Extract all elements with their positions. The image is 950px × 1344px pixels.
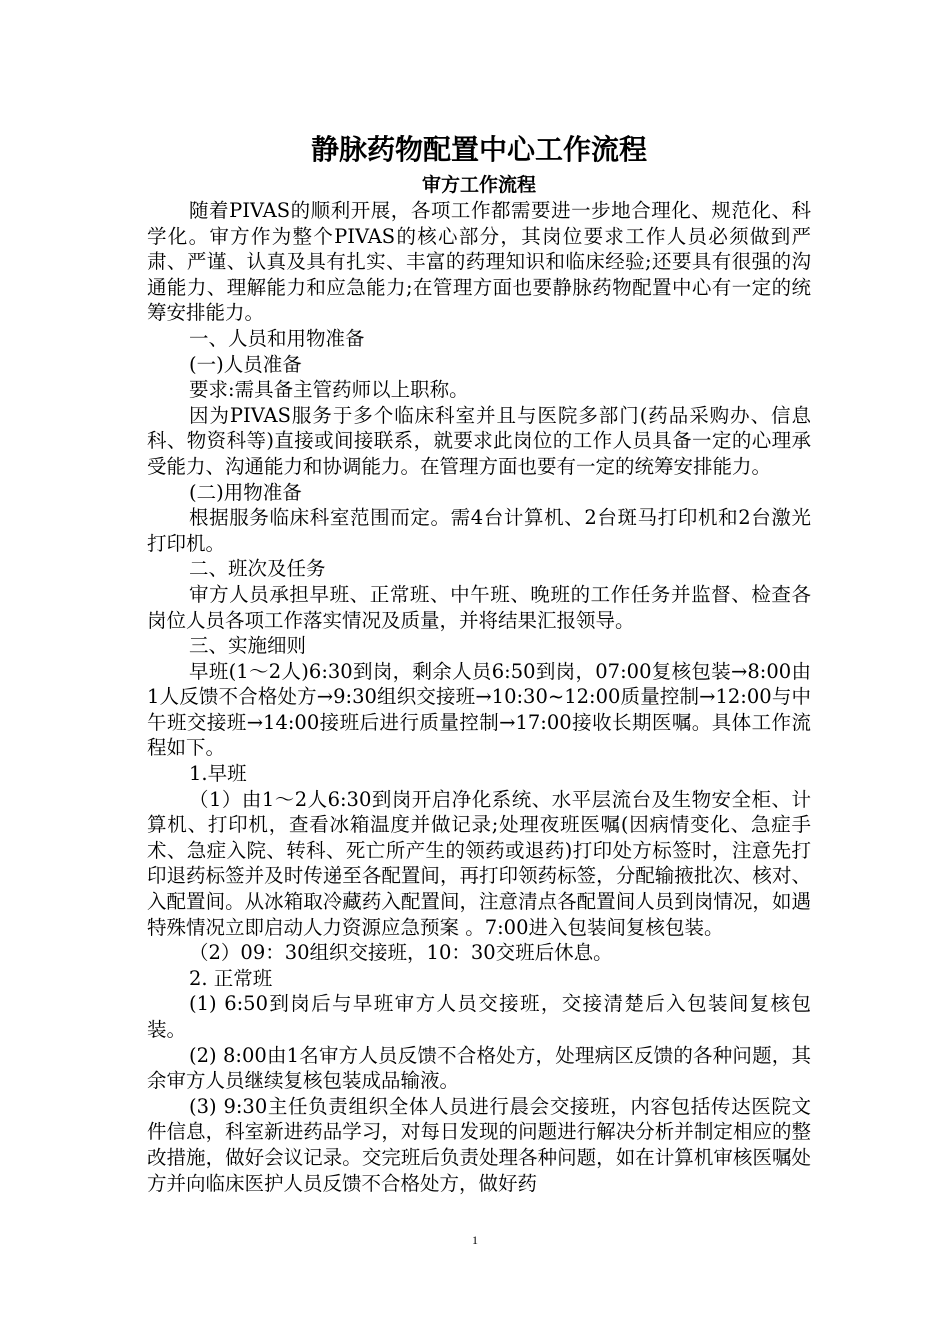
page-number: 1: [472, 1233, 478, 1247]
heading-shifts: 二、班次及任务: [189, 557, 326, 581]
heading-implementation: 三、实施细则: [189, 634, 307, 658]
page-content: [147, 130, 811, 1196]
paragraph: 早班(1～2人)6:30到岗，剩余人员6:50到岗，07:00复核包装→8:00由1人反馈不合格处方→9:30组织交接班→10:30~12:00质量控制→12:00与中午班交接班→14:00接班后进行质量控制→17:00接收长期医嘱。具体工作流程如下。: [147, 659, 811, 760]
body-text: [147, 198, 811, 1196]
paragraph: （2）09：30组织交接班，10：30交班后休息。: [189, 941, 613, 965]
subheading-personnel: (一)人员准备: [189, 352, 302, 376]
paragraph: 因为PIVAS服务于多个临床科室并且与医院多部门(药品采购办、信息科、物资科等)直接或间接联系，就要求此岗位的工作人员具备一定的心理承受能力、沟通能力和协调能力。在管理方面也要有一定的统筹安排能力。: [147, 403, 811, 478]
subheading-early-shift: 1.早班: [189, 762, 247, 786]
paragraph: (3) 9:30主任负责组织全体人员进行晨会交接班，内容包括传达医院文件信息，科室新进药品学习，对每日发现的问题进行解决分析并制定相应的整改措施，做好会议记录。交完班后负责处理各种问题，如在计算机审核医嘱处方并向临床医护人员反馈不合格处方，做好药: [147, 1094, 811, 1195]
paragraph: 根据服务临床科室范围而定。需4台计算机、2台斑马打印机和2台激光打印机。: [147, 506, 811, 555]
paragraph: 随着PIVAS的顺利开展，各项工作都需要进一步地合理化、规范化、科学化。审方作为整个PIVAS的核心部分，其岗位要求工作人员必须做到严肃、严谨、认真及具有扎实、丰富的药理知识和临床经验;还要具有很强的沟通能力、理解能力和应急能力;在管理方面也要静脉药物配置中心有一定的统筹安排能力。: [147, 199, 811, 325]
paragraph: （1）由1～2人6:30到岗开启净化系统、水平层流台及生物安全柜、计算机、打印机，查看冰箱温度并做记录;处理夜班医嘱(因病情变化、急症手术、急症入院、转科、死亡所产生的领药或退药)打印处方标签时，注意先打印退药标签并及时传递至各配置间，再打印领药标签，分配输掖批次、核对、入配置间。从冰箱取冷藏药入配置间，注意清点各配置间人员到岗情况，如遇特殊情况立即启动人力资源应急预案 。7:00进入包装间复核包装。: [147, 787, 811, 939]
paragraph: (1) 6:50到岗后与早班审方人员交接班，交接清楚后入包装间复核包装。: [147, 992, 811, 1041]
heading-personnel-materials: 一、人员和用物准备: [189, 326, 365, 350]
document-title: 静脉药物配置中心工作流程: [310, 133, 647, 166]
paragraph: 审方人员承担早班、正常班、中午班、晚班的工作任务并监督、检查各岗位人员各项工作落实情况及质量，并将结果汇报领导。: [147, 582, 811, 632]
subheading-normal-shift: 2. 正常班: [189, 966, 273, 990]
paragraph: 要求:需具备主管药师以上职称。: [189, 378, 469, 402]
section-subtitle: 审方工作流程: [421, 174, 536, 196]
subheading-materials: (二)用物准备: [189, 480, 302, 504]
paragraph: (2) 8:00由1名审方人员反馈不合格处方，处理病区反馈的各种问题，其余审方人员继续复核包装成品输液。: [147, 1043, 811, 1093]
